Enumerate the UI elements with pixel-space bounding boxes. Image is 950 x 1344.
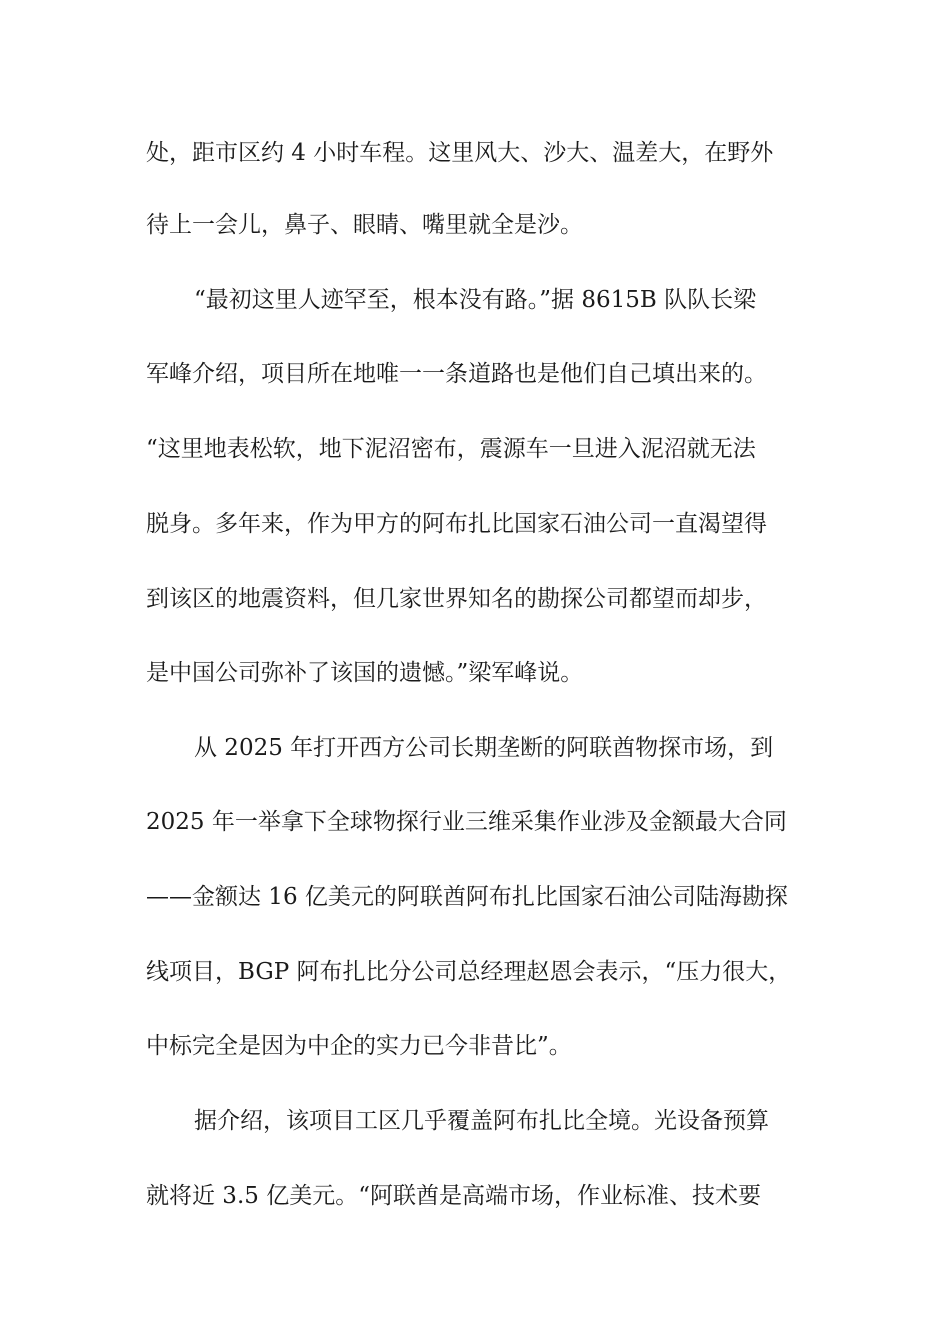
text-line: 是中国公司弥补了该国的遗憾。”梁军峰说。: [146, 660, 584, 686]
text-line: 线项目，BGP 阿布扎比分公司总经理赵恩会表示，“压力很大，: [146, 959, 792, 985]
text-line: 从 2025 年打开西方公司长期垄断的阿联酋物探市场，到: [194, 735, 774, 761]
text-line: 脱身。多年来，作为甲方的阿布扎比国家石油公司一直渴望得: [146, 511, 767, 537]
text-line: 2025 年一举拿下全球物探行业三维采集作业涉及金额最大合同: [146, 809, 787, 835]
text-line: 就将近 3.5 亿美元。“阿联酋是高端市场，作业标准、技术要: [146, 1183, 761, 1209]
text-line: 中标完全是因为中企的实力已今非昔比”。: [146, 1033, 572, 1059]
text-line: 待上一会儿，鼻子、眼睛、嘴里就全是沙。: [146, 212, 583, 238]
text-line: 军峰介绍，项目所在地唯一一条道路也是他们自己填出来的。: [146, 361, 767, 387]
text-line: 据介绍，该项目工区几乎覆盖阿布扎比全境。光设备预算: [194, 1108, 769, 1134]
text-line: 到该区的地震资料，但几家世界知名的勘探公司都望而却步，: [146, 586, 767, 612]
text-line: “这里地表松软，地下泥沼密布，震源车一旦进入泥沼就无法: [146, 436, 756, 462]
text-line: ——金额达 16 亿美元的阿联酋阿布扎比国家石油公司陆海勘探: [146, 884, 788, 910]
text-line: “最初这里人迹罕至，根本没有路。”据 8615B 队队长梁: [194, 287, 757, 313]
text-line: 处，距市区约 4 小时车程。这里风大、沙大、温差大，在野外: [146, 140, 774, 166]
